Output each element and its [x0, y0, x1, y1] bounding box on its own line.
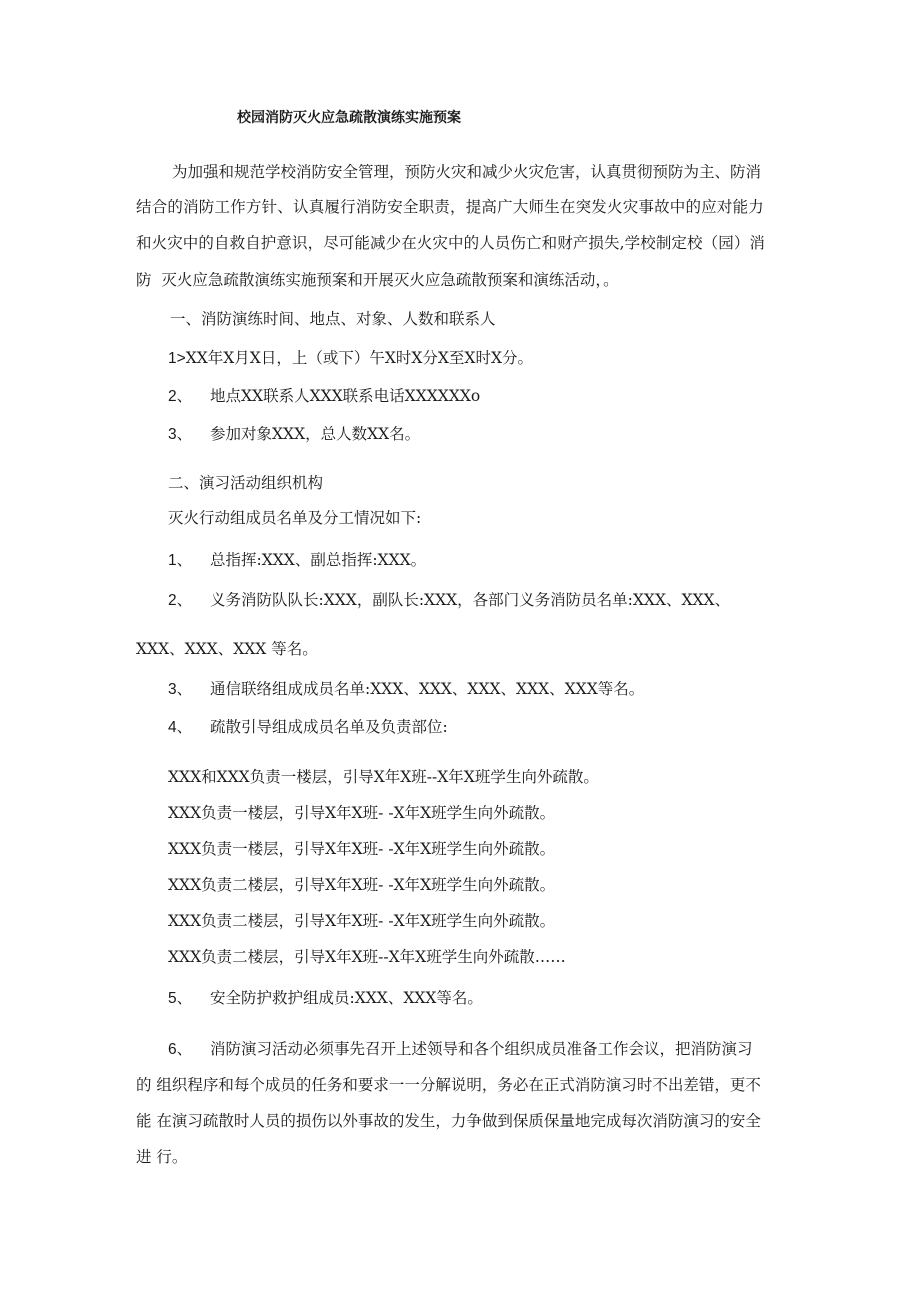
assignment-1: XXX和XXX负责一楼层，引导X年X班--X年X班学生向外疏散。 [168, 768, 599, 786]
item-number: 1> [168, 350, 186, 367]
item-text: XX年X月X日，上（或下）午X时X分X至X时X分。 [185, 349, 534, 367]
section1-item-2 [168, 386, 480, 407]
item-number: 6、 [168, 1041, 193, 1058]
assignment-5: XXX负责二楼层，引导X年X班- -X年X班学生向外疏散。 [168, 912, 556, 930]
item-text: 消防演习活动必须事先召开上述领导和各个组织成员准备工作会议，把消防演习 [210, 1040, 753, 1058]
section1-heading: 一、消防演练时间、地点、对象、人数和联系人 [170, 310, 496, 328]
section2-heading: 二、演习活动组织机构 [168, 474, 324, 492]
item-number: 4、 [168, 719, 193, 736]
section2-item-4 [168, 717, 448, 738]
section2-item-5 [168, 988, 483, 1009]
item-number: 3、 [168, 426, 193, 443]
section2-item-6 [168, 1039, 753, 1060]
item-number: 3、 [168, 681, 193, 698]
item-number: 2、 [168, 592, 193, 609]
item-text: 通信联络组成成员名单:XXX、XXX、XXX、XXX、XXX等名。 [210, 680, 645, 698]
item-number: 5、 [168, 990, 193, 1007]
section2-item-1 [168, 550, 426, 571]
item-text: 参加对象XXX，总人数XX名。 [210, 425, 421, 443]
section2-subheading: 灭火行动组成员名单及分工情况如下: [168, 509, 422, 527]
item-6-line-3: 能 在演习疏散时人员的损伤以外事故的发生，力争做到保质保量地完成每次消防演习的安全 [136, 1112, 761, 1130]
assignment-2: XXX负责一楼层，引导X年X班- -X年X班学生向外疏散。 [168, 804, 556, 822]
item-6-line-2: 的 组织程序和每个成员的任务和要求一一分解说明，务必在正式消防演习时不出差错，更不 [136, 1076, 761, 1094]
section1-item-1 [168, 348, 533, 369]
item-text: 总指挥:XXX、副总指挥:XXX。 [210, 551, 427, 569]
section2-item-3 [168, 679, 644, 700]
item-text: 义务消防队队长:XXX，副队长:XXX，各部门义务消防员名单:XXX、XXX、 [210, 591, 731, 609]
item-number: 2、 [168, 388, 193, 405]
item-6-line-4: 进 行。 [136, 1148, 188, 1166]
intro-line-3: 和火灾中的自救自护意识，尽可能减少在火灾中的人员伤亡和财产损失,学校制定校（园）消 [136, 234, 766, 252]
item-number: 1、 [168, 552, 193, 569]
section2-item-2 [168, 590, 730, 611]
assignment-4: XXX负责二楼层，引导X年X班- -X年X班学生向外疏散。 [168, 876, 556, 894]
assignment-3: XXX负责一楼层，引导X年X班- -X年X班学生向外疏散。 [168, 840, 556, 858]
item-text: 安全防护救护组成员:XXX、XXX等名。 [210, 989, 483, 1007]
intro-line-2: 结合的消防工作方针、认真履行消防安全职责，提高广大师生在突发火灾事故中的应对能力 [136, 198, 765, 216]
assignment-6: XXX负责二楼层，引导X年X班--X年X班学生向外疏散…… [168, 948, 566, 966]
item-text: 疏散引导组成成员名单及负责部位: [210, 718, 448, 736]
intro-line-4: 防 灭火应急疏散演练实施预案和开展灭火应急疏散预案和演练活动，。 [136, 271, 619, 289]
intro-line-1: 为加强和规范学校消防安全管理，预防火灾和减少火灾危害，认真贯彻预防为主、防消 [172, 163, 762, 181]
item-text: 地点XX联系人XXX联系电话XXXXXXo [210, 387, 481, 405]
section1-item-3 [168, 424, 420, 445]
document-title: 校园消防灭火应急疏散演练实施预案 [237, 110, 461, 126]
section2-item-2-continued: XXX、XXX、XXX 等名。 [136, 640, 318, 658]
